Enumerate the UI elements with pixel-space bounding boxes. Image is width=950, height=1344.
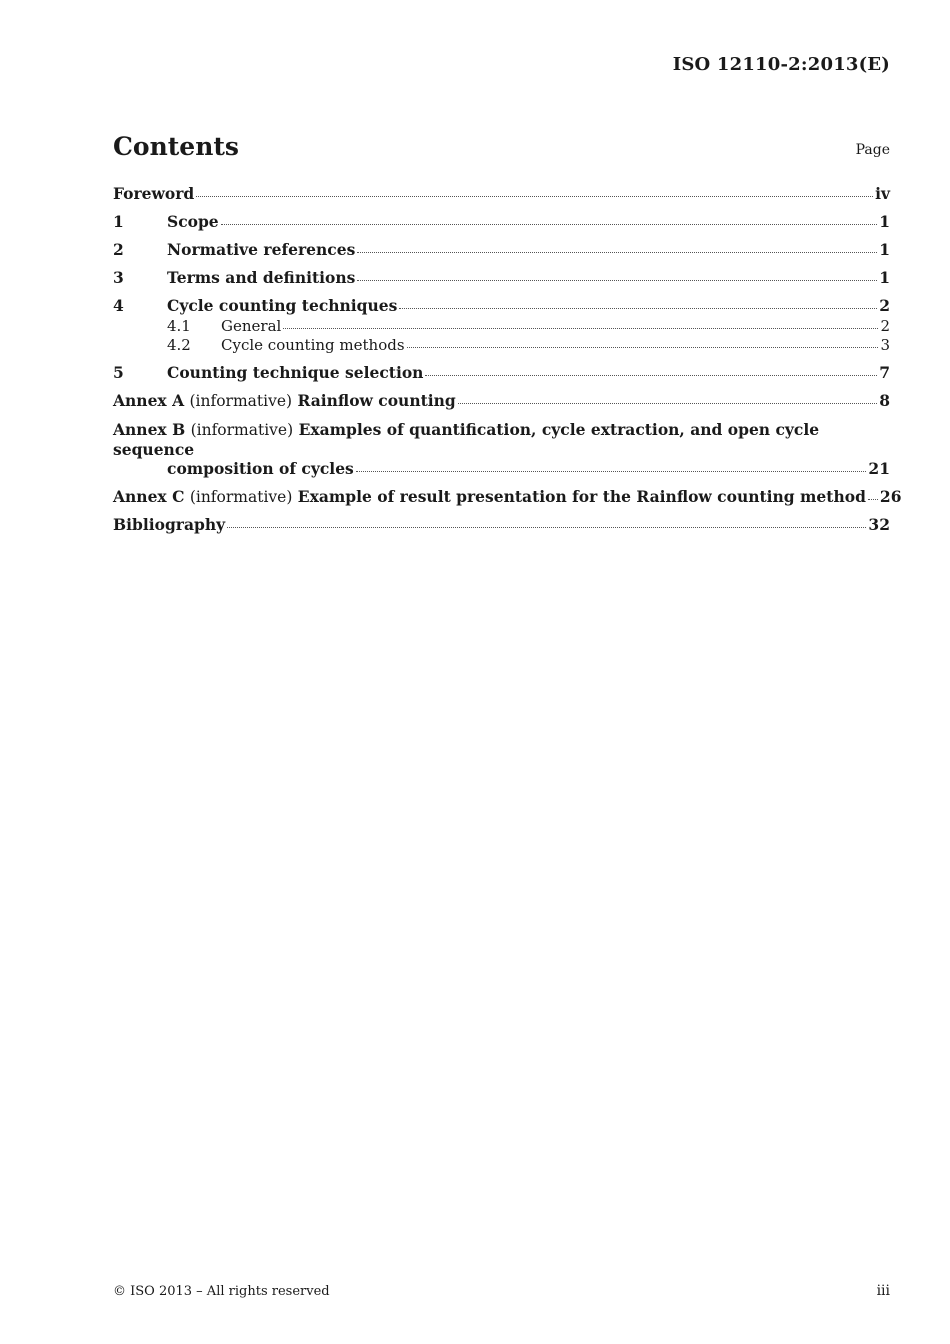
toc-entry-annex-b[interactable] (113, 420, 890, 478)
toc-entry-methods[interactable] (113, 336, 890, 354)
annex-label: Annex C (113, 487, 185, 506)
toc-title: Terms and definitions (167, 268, 356, 287)
toc-number: 3 (113, 268, 124, 287)
leader-dots (407, 347, 879, 348)
annex-title: Examples of quantification, cycle extraction, and open cycle sequence (113, 420, 820, 459)
toc-page: 8 (879, 391, 890, 410)
toc-title: Foreword (113, 184, 195, 203)
leader-dots (196, 196, 873, 197)
toc-number: 4.1 (167, 317, 191, 335)
toc-title: Normative references (167, 240, 356, 259)
toc-entry-annex-a[interactable] (113, 392, 890, 410)
annex-type: (informative) (189, 392, 293, 410)
toc-number: 4 (113, 296, 124, 315)
leader-dots (425, 375, 877, 376)
toc-entry-normative-references[interactable] (113, 241, 890, 259)
toc-title: Scope (167, 212, 219, 231)
toc-number: 4.2 (167, 336, 191, 354)
toc-page: 32 (868, 515, 890, 534)
annex-label: Annex A (113, 391, 185, 410)
toc-title: Counting technique selection (167, 363, 424, 382)
leader-dots (357, 252, 877, 253)
contents-heading: Contents (113, 132, 240, 161)
toc-entry-selection[interactable] (113, 364, 890, 382)
toc-page: 1 (879, 212, 890, 231)
toc-page: 1 (879, 240, 890, 259)
toc-page: 21 (868, 459, 890, 478)
document-id: ISO 12110-2:2013(E) (672, 54, 890, 75)
toc-title (113, 420, 890, 459)
annex-title: Example of result presentation for the Rainflow counting method (297, 487, 866, 506)
toc-entry-bibliography[interactable] (113, 516, 890, 534)
toc-page: 2 (879, 296, 890, 315)
leader-dots (283, 328, 878, 329)
leader-dots (399, 308, 877, 309)
copyright-notice: © ISO 2013 – All rights reserved (113, 1284, 330, 1299)
leader-dots (868, 499, 878, 500)
toc-entry-cycle-counting[interactable] (113, 297, 890, 315)
toc-title: General (221, 317, 282, 335)
toc-page: 3 (880, 336, 890, 354)
toc-title: Bibliography (113, 515, 226, 534)
leader-dots (356, 471, 867, 472)
leader-dots (357, 280, 877, 281)
toc-title: Cycle counting methods (221, 336, 405, 354)
toc-entry-foreword[interactable] (113, 185, 890, 203)
page-column-label: Page (855, 142, 890, 158)
toc-page: iv (875, 184, 890, 203)
annex-type: (informative) (190, 421, 294, 439)
toc-entry-terms[interactable] (113, 269, 890, 287)
annex-label: Annex B (113, 420, 186, 439)
leader-dots (227, 527, 866, 528)
toc-entry-scope[interactable] (113, 213, 890, 231)
toc-page: 2 (880, 317, 890, 335)
toc-entry-general[interactable] (113, 317, 890, 335)
toc-number: 2 (113, 240, 124, 259)
toc-title (113, 392, 456, 410)
leader-dots (221, 224, 878, 225)
toc-page: 26 (879, 487, 902, 506)
toc-page: 1 (879, 268, 890, 287)
page-number: iii (876, 1283, 890, 1299)
toc-title (113, 488, 866, 506)
table-of-contents (113, 184, 902, 534)
leader-dots (458, 403, 877, 404)
annex-type: (informative) (189, 488, 293, 506)
annex-title: Rainflow counting (297, 391, 456, 410)
toc-title: Cycle counting techniques (167, 296, 398, 315)
annex-title-continued: composition of cycles (167, 459, 354, 478)
toc-number: 5 (113, 363, 124, 382)
toc-entry-annex-c[interactable] (113, 487, 902, 506)
toc-number: 1 (113, 212, 124, 231)
toc-page: 7 (879, 363, 890, 382)
